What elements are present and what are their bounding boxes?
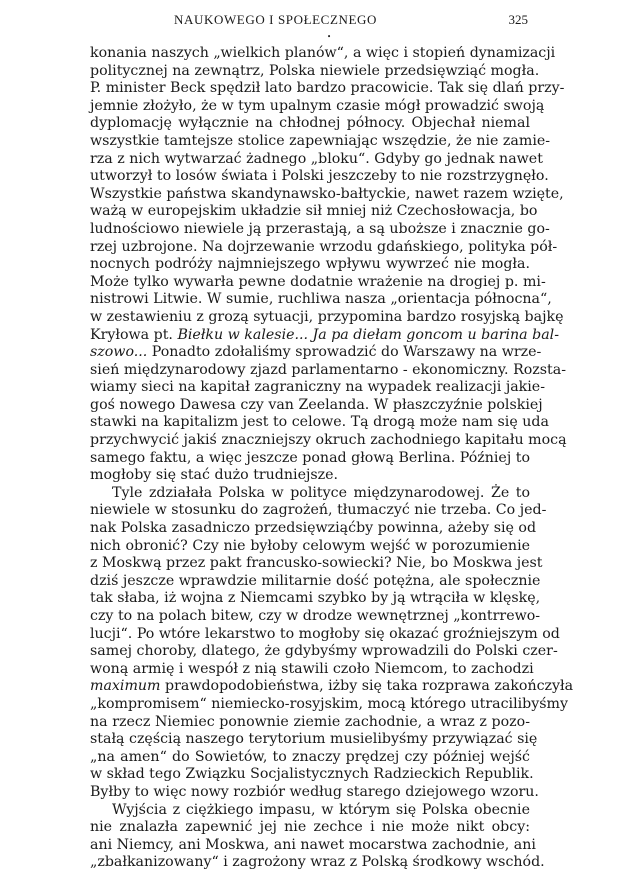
line-text: goś nowego Dawesa czy van Zeelanda. W płaszczyźnie polskiej xyxy=(90,396,543,413)
line-text: samego faktu, a więc jeszcze ponad głową Berlina. Później to xyxy=(90,449,530,466)
line-text: dyplomację wyłącznie na chłodnej północy. Objechał niemal xyxy=(90,115,530,132)
text-line xyxy=(90,625,560,644)
text-line xyxy=(90,643,558,661)
text-line xyxy=(90,414,549,432)
line-text: ani Niemcy, ani Moskwa, ani nawet mocarstwa zachodnie, ani xyxy=(90,836,536,853)
text-line xyxy=(90,555,543,573)
italic-text: szowo... xyxy=(90,344,148,361)
text-line xyxy=(90,590,541,608)
line-text: rzej uzbrojone. Na dojrzewanie wrzodu gdańskiego, polityka pół- xyxy=(90,238,558,255)
text-line xyxy=(90,168,549,186)
text-line xyxy=(90,256,530,274)
italic-text: Biełku w kalesie... Ja pa diełam goncom u barina bal- xyxy=(177,326,559,343)
line-text: „zbałkanizowany“ i zagrożony wraz z Polską środkowy wschód. xyxy=(90,854,545,871)
line-text: tak słaba, iż wojna z Niemcami szybko by ją wtrąciła w klęskę, xyxy=(90,590,541,607)
text-line xyxy=(90,115,530,133)
line-text: nocnych podróży najmniejszego wpływu wywrzeć nie mogła. xyxy=(90,256,530,273)
line-text: przychwycić jakiś znaczniejszy okruch zachodniego kapitału mocą xyxy=(90,432,567,449)
text-line xyxy=(90,62,540,81)
text-line xyxy=(90,238,558,257)
text-line xyxy=(90,326,559,345)
line-text: lucji“. Po wtóre lekarstwo to mogłoby się okazać groźniejszym od xyxy=(90,625,560,642)
line-text: ważą w europejskim układzie sił mniej niż Czechosłowacja, bo xyxy=(90,203,538,220)
text-line xyxy=(90,361,567,380)
line-text: z Moskwą przez pakt francusko-sowiecki? Nie, bo Moskwa jest xyxy=(90,555,543,572)
text-line xyxy=(90,572,541,591)
line-text: na rzecz Niemiec ponownie ziemie zachodnie, a wraz z pozo- xyxy=(90,713,530,730)
italic-text: maximum xyxy=(90,678,161,695)
line-text: utworzył to losów świata i Polski jeszczeby to nie rozstrzygnęło. xyxy=(90,168,549,185)
text-line xyxy=(90,273,546,292)
text-line xyxy=(90,432,567,450)
line-text: ludnościowo niewiele ją przerastają, a są uboższe i znacznie go- xyxy=(90,220,550,237)
text-line xyxy=(90,203,538,221)
line-text: Wyjścia z ciężkiego impasu, w którym się Polska obecnie xyxy=(112,801,530,818)
line-text: wszystkie tamtejsze stolice zapewniając wszędzie, że nie zamie- xyxy=(90,132,551,149)
text-line xyxy=(90,396,543,415)
text-line xyxy=(90,854,545,872)
line-text: sień międzynarodowy zjazd parlamentarno - ekonomiczny. Rozsta- xyxy=(90,361,567,378)
line-text: „na amen“ do Sowietów, to znaczy prędzej czy później wejść xyxy=(90,748,530,765)
line-text: wiamy sieci na kapitał zagraniczny na wypadek realizacji jakie- xyxy=(90,379,545,396)
text-line xyxy=(90,819,530,837)
line-text: czy to na polach bitew, czy w drodze wewnętrznej „kontrrewo- xyxy=(90,608,541,624)
text-line xyxy=(90,220,550,239)
line-text: Ponadto zdołaliśmy sprowadzić do Warszawy na wrze- xyxy=(147,344,542,361)
line-text: nie znalazła zapewnić jej nie zechce i nie może nikt obcy: xyxy=(90,819,530,836)
line-text: Może tylko wywarła pewne dodatnie wrażenie na drogiej p. mi- xyxy=(90,273,546,290)
line-text: nistrowi Litwie. W sumie, ruchliwa nasza „orientacja północna“, xyxy=(90,291,552,308)
text-line xyxy=(90,783,539,802)
text-line xyxy=(90,485,530,503)
running-head: NAUKOWEGO I SPOŁECZNEGO xyxy=(174,12,378,27)
line-text: dziś jeszcze wprawdzie militarnie dość potężna, ale społecznie xyxy=(90,572,541,589)
line-text: Byłby to więc nowy rozbiór według starego dziejowego wzoru. xyxy=(90,783,539,800)
text-line xyxy=(90,185,564,204)
line-text: politycznej na zewnątrz, Polska niewiele przedsięwziąć mogła. xyxy=(90,62,540,79)
text-line xyxy=(90,45,556,63)
text-line xyxy=(90,150,543,169)
text-line xyxy=(90,538,530,556)
text-line xyxy=(90,608,541,626)
body-text xyxy=(90,45,574,872)
text-line xyxy=(90,467,530,485)
line-text: w skład tego Związku Socjalistycznych Radzieckich Republik. xyxy=(90,766,534,783)
text-line xyxy=(90,731,538,749)
text-line xyxy=(90,291,552,309)
line-text: prawdopodobieństwa, iżby się taka rozprawa zakończyła xyxy=(160,678,574,695)
line-text: stałą częścią naszego terytorium musielibyśmy przywiązać się xyxy=(90,731,538,748)
ornament-dot: • xyxy=(327,33,332,41)
text-line xyxy=(90,80,565,98)
text-line xyxy=(90,660,534,679)
line-text: Kryłowa pt. xyxy=(90,326,178,343)
page-header xyxy=(90,12,528,32)
text-line xyxy=(90,714,530,732)
line-text: „kompromisem“ niemiecko-rosyjskim, mocą którego utracilibyśmy xyxy=(90,695,569,712)
line-text: Tyle zdziałała Polska w polityce międzynarodowej. Że to xyxy=(112,484,530,501)
text-line xyxy=(90,344,542,362)
text-line xyxy=(90,132,551,151)
text-line xyxy=(90,97,545,116)
line-text: jemnie złożyło, że w tym upalnym czasie mógł prowadzić swoją xyxy=(90,97,545,114)
page-number: 325 xyxy=(508,12,528,27)
line-text: niewiele w stosunku do zagrożeń, tłumaczyć nie trzeba. Co jed- xyxy=(90,502,547,519)
text-line xyxy=(90,502,547,520)
text-line xyxy=(90,766,534,784)
line-text: samej choroby, dlatego, że gdybyśmy wprowadzili do Polski czer- xyxy=(90,643,558,660)
line-text: w zestawieniu z grozą sytuacji, przypomina bardzo rosyjską bajkę xyxy=(90,308,564,325)
line-text: nak Polska zasadniczo przedsięwziąćby powinna, ażeby się od xyxy=(90,520,537,537)
line-text: konania naszych „wielkich planów“, a więc i stopień dynamizacji xyxy=(90,45,556,61)
text-line xyxy=(90,678,574,696)
line-text: nich obronić? Czy nie byłoby celowym wejść w porozumienie xyxy=(90,537,530,554)
line-text: P. minister Beck spędził lato bardzo pracowicie. Tak się dlań przy- xyxy=(90,80,565,97)
text-line xyxy=(90,802,530,820)
line-text: mogłoby się stać dużo trudniejsze. xyxy=(90,467,339,484)
text-line xyxy=(90,450,530,468)
text-line xyxy=(90,520,537,538)
line-text: stawki na kapitalizm jest to celowe. Tą drogą może nam się uda xyxy=(90,414,549,431)
line-text: rza z nich wytwarzać żadnego „bloku“. Gdyby go jednak nawet xyxy=(90,150,543,167)
text-line xyxy=(90,749,530,767)
text-line xyxy=(90,695,569,714)
text-line xyxy=(90,308,564,327)
line-text: Wszystkie państwa skandynawsko-bałtyckie, nawet razem wzięte, xyxy=(90,185,564,202)
text-line xyxy=(90,836,536,855)
line-text: woną armię i wespół z nią stawili czoło Niemcom, to zachodzi xyxy=(90,660,534,677)
text-line xyxy=(90,379,545,397)
